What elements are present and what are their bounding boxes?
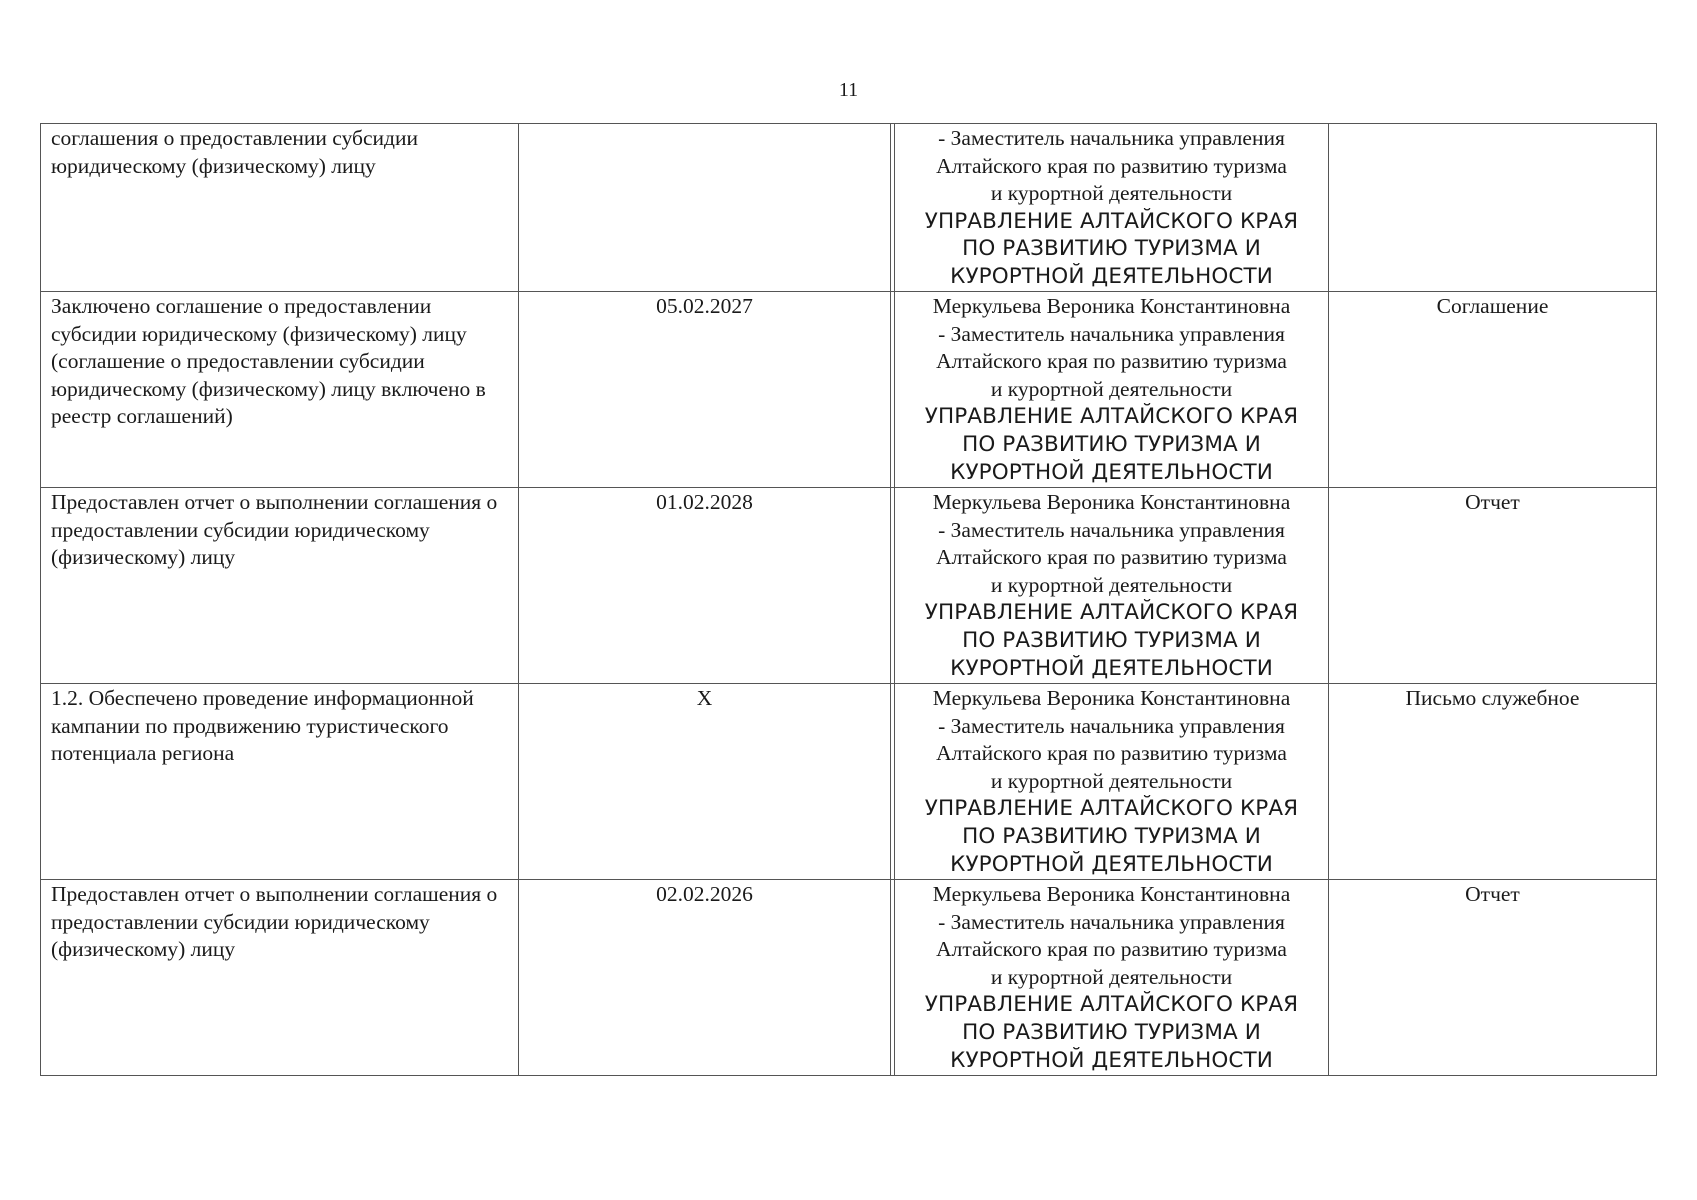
responsible-organization (905, 991, 1318, 1074)
organization-line: ПО РАЗВИТИЮ ТУРИЗМА И (962, 236, 1261, 262)
organization-line: УПРАВЛЕНИЕ АЛТАЙСКОГО КРАЯ (924, 600, 1299, 626)
organization-line: УПРАВЛЕНИЕ АЛТАЙСКОГО КРАЯ (924, 208, 1299, 234)
due-date-cell (519, 292, 891, 488)
organization-line: КУРОРТНОЙ ДЕЯТЕЛЬНОСТИ (950, 851, 1273, 877)
control-points-table (40, 123, 1657, 1076)
event-description-cell (41, 684, 519, 880)
responsible-position-line: и курортной деятельности (990, 964, 1233, 989)
responsible-position-line: Алтайского края по развитию туризма (936, 153, 1287, 178)
organization-line: ПО РАЗВИТИЮ ТУРИЗМА И (962, 1019, 1261, 1045)
responsible-cell (895, 880, 1329, 1076)
due-date-cell (519, 488, 891, 684)
organization-line: УПРАВЛЕНИЕ АЛТАЙСКОГО КРАЯ (924, 796, 1299, 822)
responsible-cell (895, 124, 1329, 292)
document-type: Письмо служебное (1405, 686, 1580, 710)
due-date: 02.02.2026 (656, 882, 753, 906)
responsible-position-line: - Заместитель начальника управления (938, 517, 1285, 542)
responsible-person: Меркульева Вероника Константиновна (932, 490, 1291, 514)
due-date: Х (696, 686, 713, 710)
responsible-position-line: - Заместитель начальника управления (938, 713, 1285, 738)
table-row (41, 488, 1657, 684)
due-date-cell (519, 124, 891, 292)
event-description-cell (41, 488, 519, 684)
organization-line: КУРОРТНОЙ ДЕЯТЕЛЬНОСТИ (950, 263, 1273, 289)
responsible-position-line: - Заместитель начальника управления (938, 321, 1285, 346)
event-description-cell (41, 880, 519, 1076)
event-description-cell (41, 124, 519, 292)
document-type: Отчет (1465, 490, 1520, 514)
organization-line: КУРОРТНОЙ ДЕЯТЕЛЬНОСТИ (950, 1047, 1273, 1073)
responsible-person: Меркульева Вероника Константиновна (932, 686, 1291, 710)
responsible-organization (905, 795, 1318, 878)
organization-line: ПО РАЗВИТИЮ ТУРИЗМА И (962, 431, 1261, 457)
responsible-position-line: Алтайского края по развитию туризма (936, 741, 1287, 766)
responsible-organization (905, 403, 1318, 486)
table-row (41, 292, 1657, 488)
document-type-cell (1329, 124, 1657, 292)
responsible-position-line: - Заместитель начальника управления (938, 909, 1285, 934)
table-row (41, 880, 1657, 1076)
document-type: Соглашение (1436, 294, 1549, 318)
event-description: Заключено соглашение о предоставлении субсидии юридическому (физическому) лицу (соглашение о предоставлении субсидии юридическому (физическому) лицу включено в реестр соглашений) (51, 294, 486, 429)
responsible-position-line: Алтайского края по развитию туризма (936, 937, 1287, 962)
responsible-position-line: Алтайского края по развитию туризма (936, 349, 1287, 374)
page-number: 11 (838, 79, 859, 101)
responsible-position-line: - Заместитель начальника управления (938, 126, 1285, 150)
event-description: Предоставлен отчет о выполнении соглашения о предоставлении субсидии юридическому (физическому) лицу (51, 490, 498, 570)
responsible-organization (905, 208, 1318, 291)
responsible-person: Меркульева Вероника Константиновна (932, 882, 1291, 906)
event-description-cell (41, 292, 519, 488)
responsible-person: Меркульева Вероника Константиновна (932, 294, 1291, 318)
due-date-cell (519, 880, 891, 1076)
organization-line: УПРАВЛЕНИЕ АЛТАЙСКОГО КРАЯ (924, 992, 1299, 1018)
responsible-organization (905, 599, 1318, 682)
table-row (41, 124, 1657, 292)
responsible-position-line: и курортной деятельности (990, 572, 1233, 597)
organization-line: КУРОРТНОЙ ДЕЯТЕЛЬНОСТИ (950, 459, 1273, 485)
event-description: Предоставлен отчет о выполнении соглашения о предоставлении субсидии юридическому (физическому) лицу (51, 882, 498, 962)
responsible-cell (895, 488, 1329, 684)
organization-line: ПО РАЗВИТИЮ ТУРИЗМА И (962, 627, 1261, 653)
responsible-position-line: и курортной деятельности (990, 181, 1233, 206)
responsible-cell (895, 684, 1329, 880)
responsible-position-line: и курортной деятельности (990, 376, 1233, 401)
event-description: соглашения о предоставлении субсидии юридическому (физическому) лицу (51, 126, 418, 178)
document-type-cell (1329, 684, 1657, 880)
document-type-cell (1329, 488, 1657, 684)
organization-line: КУРОРТНОЙ ДЕЯТЕЛЬНОСТИ (950, 655, 1273, 681)
document-type: Отчет (1465, 882, 1520, 906)
document-type-cell (1329, 880, 1657, 1076)
due-date-cell (519, 684, 891, 880)
responsible-position-line: Алтайского края по развитию туризма (936, 545, 1287, 570)
due-date: 05.02.2027 (656, 294, 753, 318)
table-row (41, 684, 1657, 880)
document-type-cell (1329, 292, 1657, 488)
organization-line: ПО РАЗВИТИЮ ТУРИЗМА И (962, 823, 1261, 849)
responsible-position-line: и курортной деятельности (990, 768, 1233, 793)
due-date: 01.02.2028 (656, 490, 753, 514)
organization-line: УПРАВЛЕНИЕ АЛТАЙСКОГО КРАЯ (924, 404, 1299, 430)
responsible-cell (895, 292, 1329, 488)
event-description: 1.2. Обеспечено проведение информационной кампании по продвижению туристического потенциала региона (51, 686, 474, 766)
